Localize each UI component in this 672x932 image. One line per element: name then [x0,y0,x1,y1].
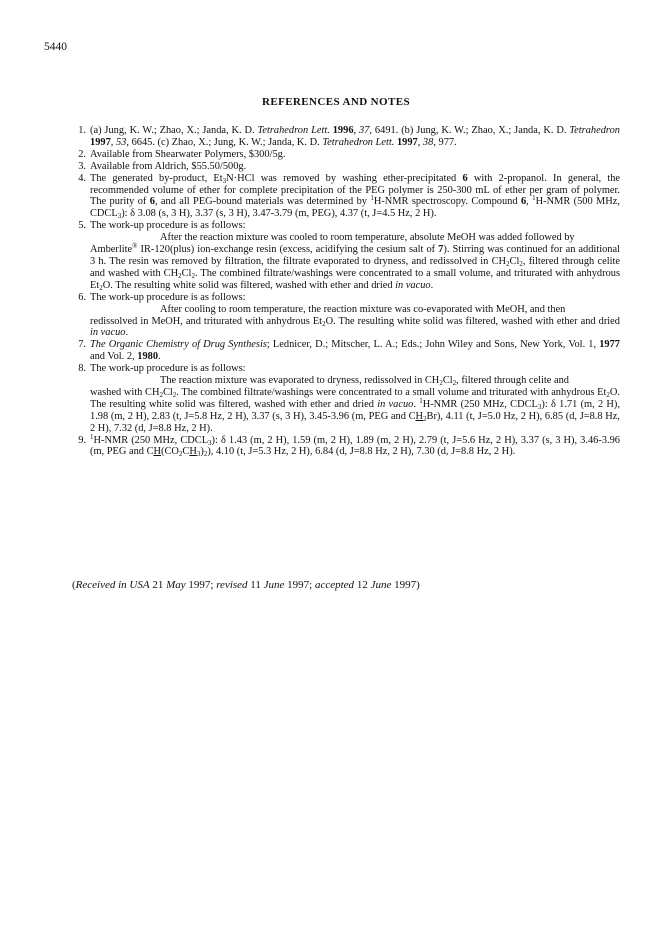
reference-number: 7. [78,339,86,351]
reference-text: The generated by-product, $Et_3N\cdot HCl$ was removed by washing ether-precipitated 6 with 2-propanol. In general, the recommended volume of ether for complete precipitation of the PEG polymer is 250-300 mL of ether per gram of polymer. The purity of 6, and all PEG-bound materials was determined by $^1$H-NMR spectroscopy. Compound 6, $^1$H-NMR (500 MHz, $CDCL_3$): δ 3.08 (s, 3 H), 3.37 (s, 3 H), 3.47-3.79 (m, PEG), 4.37 (t, J=4.5 Hz, 2 H). [90,172,621,221]
reference-text: (a) Jung, K. W.; Zhao, X.; Janda, K. D. Tetrahedron Lett. 1996, 37, 6491. (b) Jung, K. W.; Zhao, X.; Janda, K. D. Tetrahedron 1997, 53, 6645. (c) Zhao, X.; Jung, K. W.; Janda, K. D. Tetrahedron Lett. 1997, 38, 977. [90,125,620,148]
reference-text: The Organic Chemistry of Drug Synthesis; Lednicer, D.; Mitscher, L. A.; Eds.; John Wiley and Sons, New York, Vol. 1, 1977 and Vol. 2, 1980. [90,339,620,363]
reference-number: 1. [78,125,86,136]
reference-item [72,125,620,149]
reference-number: 6. [78,291,86,303]
reference-number: 9. [78,434,86,446]
reference-text: Available from Shearwater Polymers, $300/5g. [90,148,286,160]
page-number: 5440 [44,41,67,53]
reference-item [72,432,620,459]
reference-text: $^1$H-NMR (250 MHz, $CDCL_3$): δ 1.43 (m, 2 H), 1.59 (m, 2 H), 1.89 (m, 2 H), 2.79 (t, J=5.6 Hz, 2 H), 3.37 (s, 3 H), 3.46-3.96 (m, PEG and $CH(CO_2CH_3)_2$), 4.10 (t, J=5.3 Hz, 2 H), 6.84 (d, J=8.8 Hz, 2 H), 7.30 (d, J=8.8 Hz, 2 H). [90,432,620,459]
reference-item [72,173,620,221]
reference-item [72,220,620,291]
reference-number: 3. [78,160,86,172]
section-heading: REFERENCES AND NOTES [262,96,410,108]
reference-list [72,125,620,458]
reference-item [72,363,620,434]
reference-text: The work-up procedure is as follows: After cooling to room temperature, the reaction mixture was co-evaporated with MeOH, and then redissolved in MeOH, and triturated with anhydrous $Et_2O$. The resulting white solid was filtered, washed with ether and dried in vacuo. [90,291,620,339]
reference-item [72,161,620,173]
reference-text: The work-up procedure is as follows: The reaction mixture was evaporated to dryness, redissolved in $CH_2Cl_2$, filtered through celite and washed with $CH_2Cl_2$. The combined filtrate/washings were concentrated to a small volume and triturated with anhydrous $Et_2O$. The resulting white solid was filtered, washed with ether and dried in vacuo. $^1$H-NMR (250 MHz, $CDCL_3$): δ 1.71 (m, 2 H), 1.98 (m, 2 H), 2.83 (t, J=5.8 Hz, 2 H), 3.37 (s, 3 H), 3.45-3.96 (m, PEG and $CH_2Br$), 4.11 (t, J=5.0 Hz, 2 H), 6.85 (d, J=8.8 Hz, 2 H), 7.32 (d, J=8.8 Hz, 2 H). [90,363,621,434]
reference-number: 4. [78,172,86,184]
reference-number: 2. [78,148,86,160]
reference-item [72,149,620,161]
reference-number: 8. [78,363,86,375]
reference-number: 5. [78,220,86,232]
reference-text: The work-up procedure is as follows: After the reaction mixture was cooled to room temperature, absolute MeOH was added followed by Amberlite® IR-120(plus) ion-exchange resin (excess, acidifying the cesium salt of 7). Stirring was continued for an additional 3 h. The resin was removed by filtration, the filtrate evaporated to dryness, and redissolved in $CH_2Cl_2$, filtered through celite and washed with $CH_2Cl_2$. The combined filtrate/washings were concentrated to a small volume, and triturated with anhydrous $Et_2O$. The resulting white solid was filtered, washed with ether and dried in vacuo. [90,220,620,292]
received-dates: (Received in USA 21 May 1997; revised 11 June 1997; accepted 12 June 1997) [72,579,420,591]
reference-item [72,339,620,363]
reference-item [72,292,620,340]
reference-text: Available from Aldrich, $55.50/500g. [90,160,247,172]
